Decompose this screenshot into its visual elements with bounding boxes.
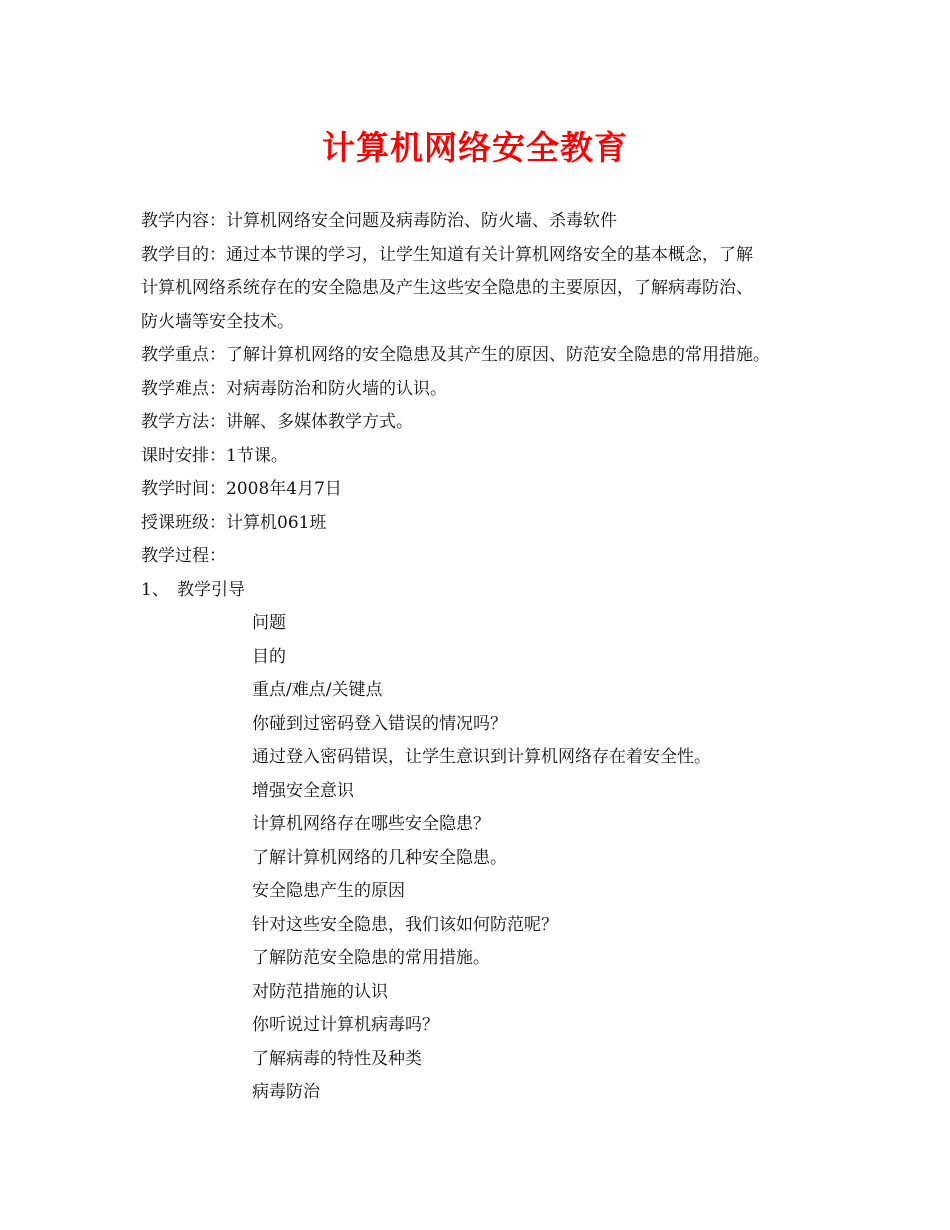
teaching-goal-value-1: 通过本节课的学习，让学生知道有关计算机网络安全的基本概念，了解 [226, 244, 753, 265]
list-item: 重点/难点/关键点 [252, 680, 383, 700]
list-item: 增强安全意识 [252, 780, 354, 801]
list-item: 对防范措施的认识 [252, 981, 388, 1002]
document-title: 计算机网络安全教育 [322, 128, 628, 167]
list-item: 针对这些安全隐患，我们该如何防范呢？ [252, 914, 558, 935]
list-item: 安全隐患产生的原因 [252, 881, 405, 901]
teaching-content-label: 教学内容： [141, 211, 226, 231]
document-body [141, 205, 841, 1110]
step-1-title: 教学引导 [177, 579, 245, 600]
teaching-difficulty-value: 对病毒防治和防火墙的认识。 [226, 378, 447, 399]
teaching-time-line [141, 473, 841, 507]
list-item: 目的 [252, 646, 286, 667]
teaching-time-label: 教学时间： [141, 479, 226, 499]
teaching-method-label: 教学方法： [141, 412, 226, 432]
teaching-content-value: 计算机网络安全问题及病毒防治、防火墙、杀毒软件 [226, 211, 617, 231]
class-value: 计算机061班 [226, 512, 327, 533]
step-1-number: 1、 [141, 579, 169, 600]
list-item: 了解病毒的特性及种类 [252, 1048, 422, 1069]
list-item: 你碰到过密码登入错误的情况吗？ [252, 713, 507, 734]
teaching-key-value: 了解计算机网络的安全隐患及其产生的原因、防范安全隐患的常用措施。 [226, 345, 770, 365]
list-item: 了解防范安全隐患的常用措施。 [252, 948, 490, 968]
class-hours-value: 1节课。 [226, 445, 288, 466]
teaching-method-line [141, 406, 841, 440]
list-item: 计算机网络存在哪些安全隐患？ [252, 814, 490, 834]
list-item: 通过登入密码错误，让学生意识到计算机网络存在着安全性。 [252, 747, 711, 767]
teaching-difficulty-line [141, 373, 841, 407]
teaching-goal-line-2: 计算机网络系统存在的安全隐患及产生这些安全隐患的主要原因，了解病毒防治、 [141, 278, 753, 298]
teaching-content-line [141, 205, 841, 239]
teaching-key-label: 教学重点： [141, 345, 226, 365]
teaching-process-heading: 教学过程： [141, 546, 226, 566]
teaching-difficulty-label: 教学难点： [141, 378, 226, 399]
teaching-key-line [141, 339, 841, 373]
step-1-heading [141, 574, 841, 608]
step-1-items [252, 607, 841, 1110]
list-item: 了解计算机网络的几种安全隐患。 [252, 847, 507, 868]
list-item: 你听说过计算机病毒吗？ [252, 1015, 439, 1035]
class-label: 授课班级： [141, 512, 226, 533]
list-item: 问题 [252, 613, 286, 633]
teaching-time-value: 2008年4月7日 [226, 479, 342, 499]
class-hours-label: 课时安排： [141, 445, 226, 466]
list-item: 病毒防治 [252, 1082, 320, 1102]
teaching-goal-line-3: 防火墙等安全技术。 [141, 311, 294, 332]
teaching-goal-label: 教学目的： [141, 244, 226, 265]
class-line [141, 507, 841, 541]
teaching-method-value: 讲解、多媒体教学方式。 [226, 412, 413, 432]
class-hours-line [141, 440, 841, 474]
teaching-goal-line-1 [141, 239, 841, 273]
